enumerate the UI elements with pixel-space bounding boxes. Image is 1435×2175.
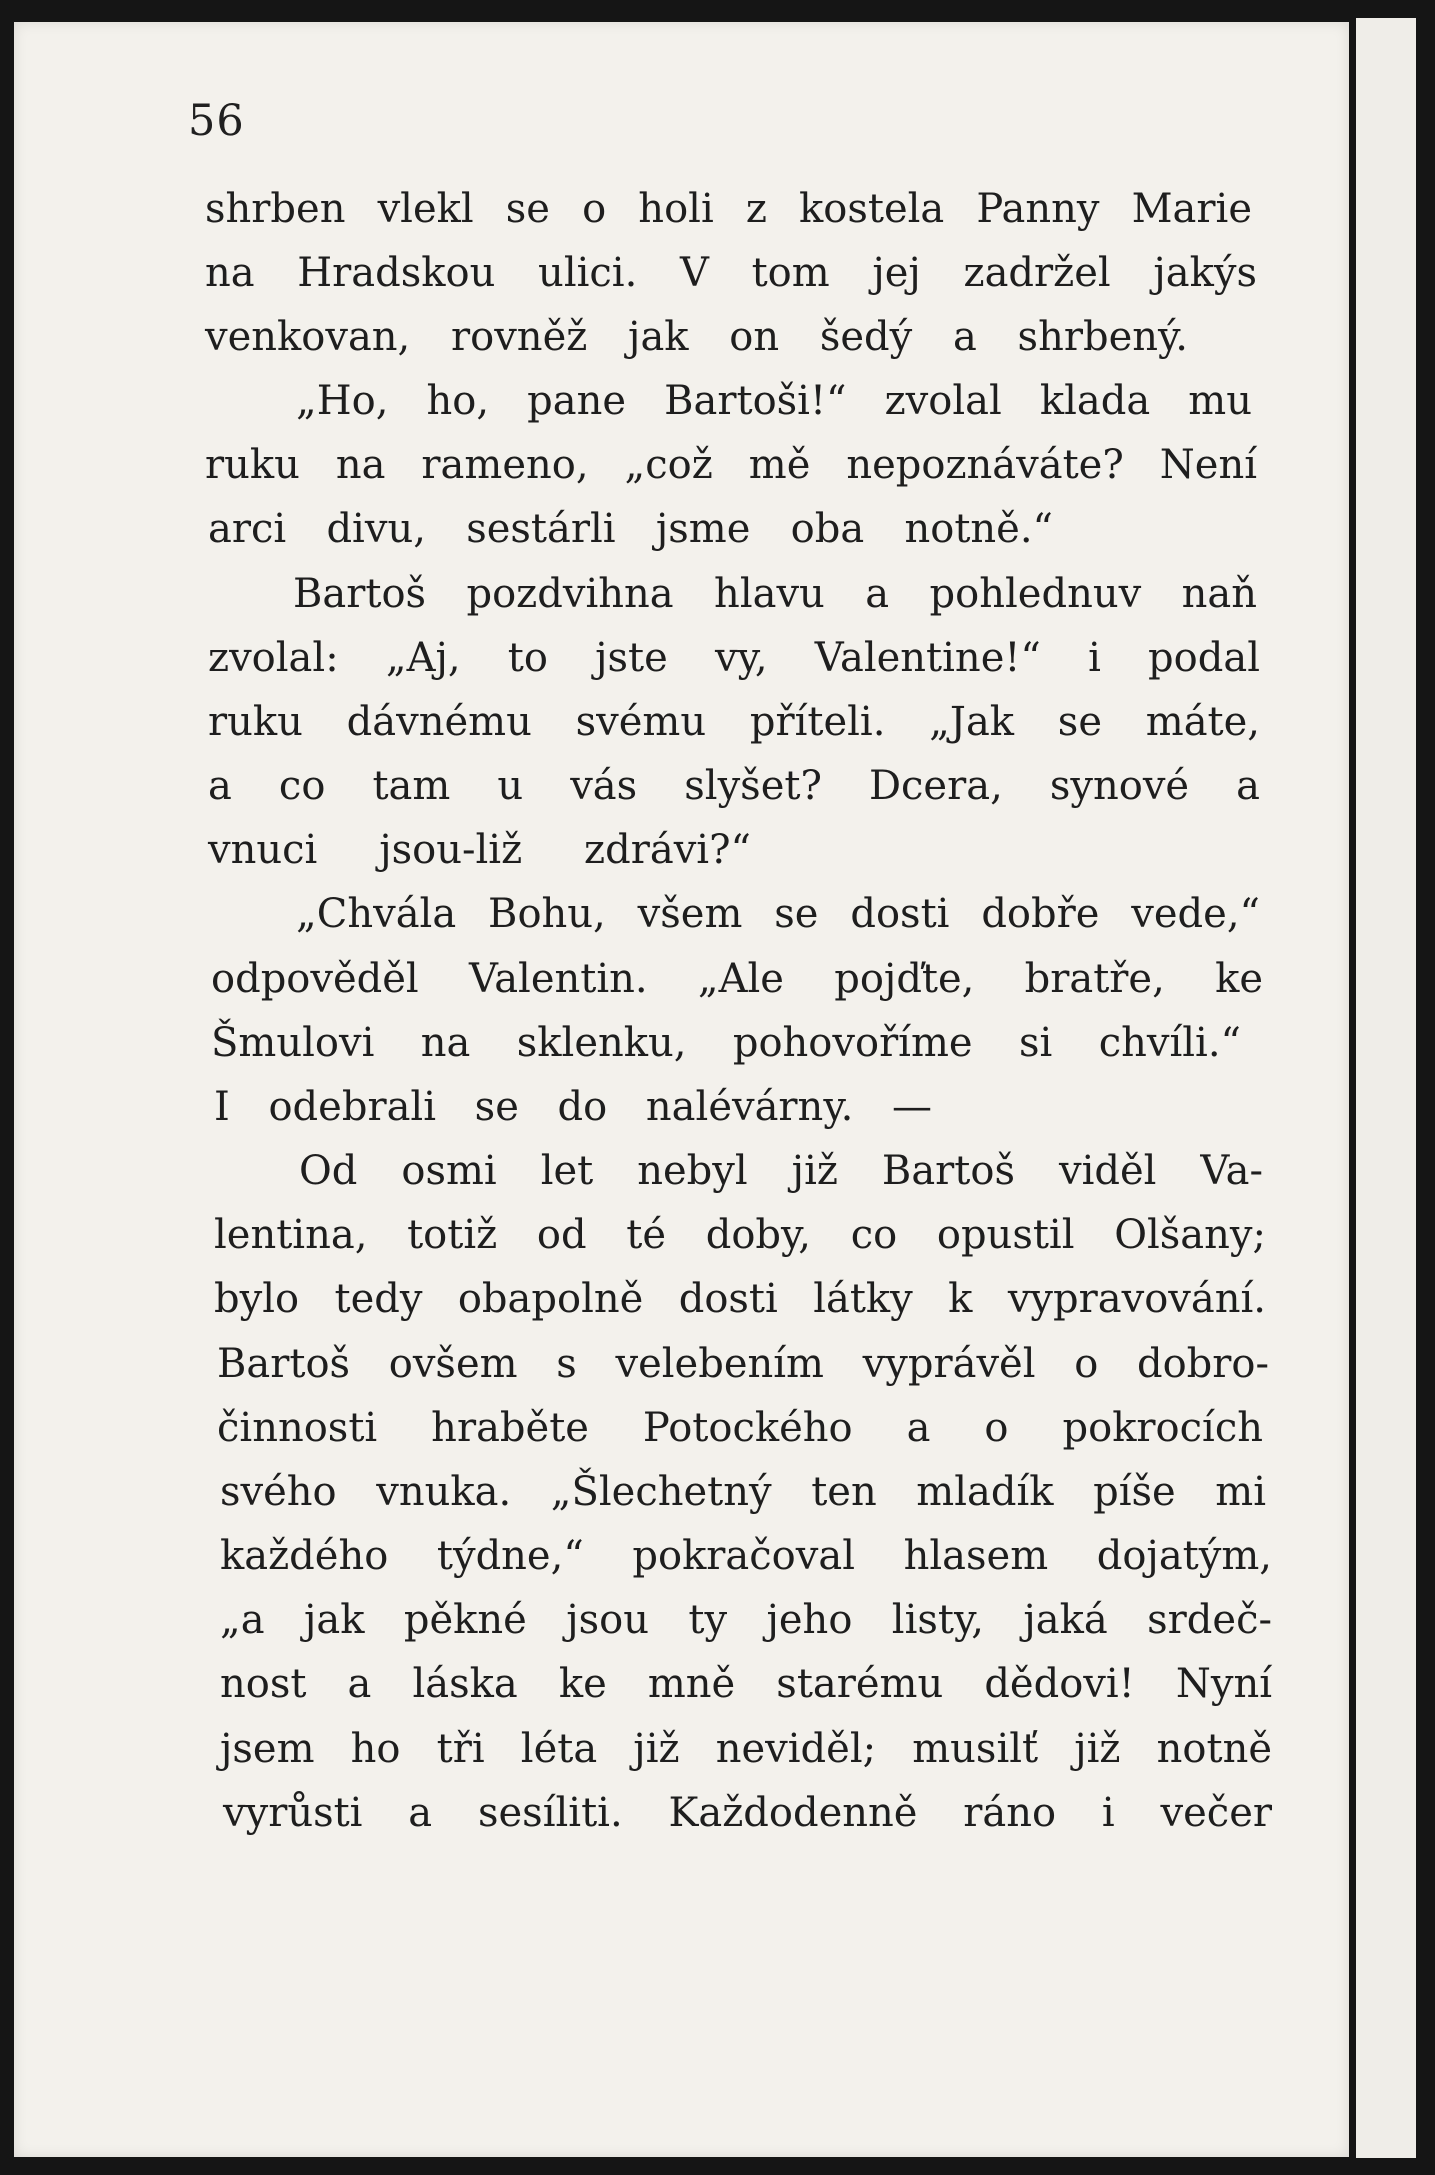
- adjacent-page-edge: [1356, 18, 1416, 2158]
- text-line: Bartoš ovšem s velebením vyprávěl o dobro-: [217, 1341, 1269, 1387]
- text-line: Od osmi let nebyl již Bartoš viděl Va-: [299, 1148, 1263, 1194]
- text-line: vnuci jsou-liž zdrávi?“: [208, 827, 751, 873]
- text-line: ruku na rameno, „což mě nepoznáváte? Není: [205, 442, 1257, 488]
- text-line: a co tam u vás slyšet? Dcera, synové a: [208, 763, 1260, 809]
- text-line: Šmulovi na sklenku, pohovoříme si chvíli.“: [211, 1020, 1241, 1066]
- text-line: „Ho, ho, pane Bartoši!“ zvolal klada mu: [296, 378, 1252, 424]
- text-line: Bartoš pozdvihna hlavu a pohlednuv naň: [293, 571, 1257, 617]
- page-number: 56: [188, 96, 245, 146]
- text-line: venkovan, rovněž jak on šedý a shrbený.: [205, 314, 1188, 360]
- text-line: shrben vlekl se o holi z kostela Panny Marie: [205, 186, 1252, 232]
- text-line: „a jak pěkné jsou ty jeho listy, jaká srdeč-: [220, 1597, 1272, 1643]
- text-line: činnosti hraběte Potockého a o pokrocích: [217, 1405, 1263, 1451]
- text-line: bylo tedy obapolně dosti látky k vypravování.: [214, 1276, 1266, 1322]
- text-line: zvolal: „Aj, to jste vy, Valentine!“ i podal: [208, 635, 1260, 681]
- text-line: svého vnuka. „Šlechetný ten mladík píše mi: [220, 1469, 1266, 1515]
- text-line: každého týdne,“ pokračoval hlasem dojatým,: [220, 1533, 1272, 1579]
- text-line: odpověděl Valentin. „Ale pojďte, bratře, ke: [211, 956, 1263, 1002]
- text-line: jsem ho tři léta již neviděl; musilť již notně: [220, 1726, 1272, 1772]
- text-line: ruku dávnému svému příteli. „Jak se máte,: [208, 699, 1260, 745]
- text-line: vyrůsti a sesíliti. Každodenně ráno i večer: [223, 1790, 1272, 1836]
- text-line: „Chvála Bohu, všem se dosti dobře vede,“: [296, 891, 1260, 937]
- text-line: na Hradskou ulici. V tom jej zadržel jakýs: [205, 250, 1257, 296]
- text-line: nost a láska ke mně starému dědovi! Nyní: [220, 1661, 1272, 1707]
- text-line: lentina, totiž od té doby, co opustil Olšany;: [214, 1212, 1266, 1258]
- text-line: I odebrali se do nalévárny. —: [214, 1084, 932, 1130]
- text-line: arci divu, sestárli jsme oba notně.“: [208, 506, 1053, 552]
